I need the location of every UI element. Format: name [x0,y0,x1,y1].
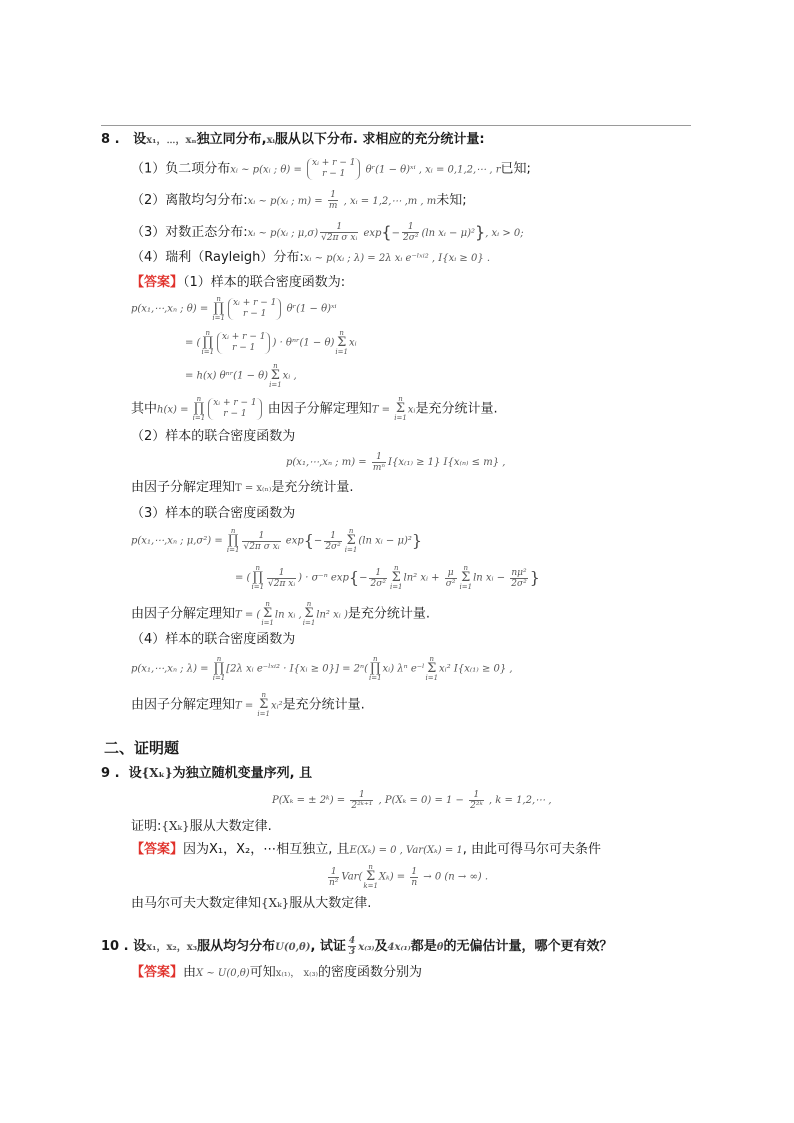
q9-answer: 【答案】因为X₁，X₂，⋯相互独立, 且E(Xₖ) = 0 , Var(Xₖ) = 1, 由此可得马尔可夫条件 [131,842,601,857]
sum-symbol: n Σ i=1 [344,527,358,554]
sum-symbol: n Σ k=1 [363,863,378,890]
product-symbol: n ∏ i=1 [368,655,382,682]
fraction: $\frac{4}{3}$ [348,936,356,957]
q8-a3-eq-line2: = (n ∏ i=1 $\frac{1}{\text{√2π xᵢ}}$ ) · σ⁻ⁿ exp{− $\frac{1}{\text{2σ²}}$ n Σ i=1ln² xᵢ + $\frac{\mu}{\text{σ²}}$ n Σ i=1ln xᵢ − $\frac{\text{nμ²}}{\text{2σ²}}$ } [235,564,540,591]
q8-a4-intro: （4）样本的联合密度函数为 [131,632,296,647]
fraction: $\frac{1}{\text{2σ²}}$ [403,222,419,243]
fraction: $\frac{1}{n}$ [411,866,418,888]
q8-a1-eq-line3: = h(x) θⁿʳ(1 − θ)n Σ i=1xᵢ , [185,362,297,389]
q8-a1-eq-line2: = (n ∏ i=1 xᵢ + r − 1 r − 1 ) · θⁿʳ(1 − θ)n Σ i=1xᵢ [185,329,357,356]
sum-symbol: n Σ i=1 [302,600,316,627]
fraction: $\frac{1}{\text{n²}}$ [329,866,339,888]
fraction: $\frac{1}{\text{√2π xᵢ}}$ [268,567,296,589]
binomial-coefficient: xᵢ + r − 1 r − 1 [307,158,360,180]
fraction: $\frac{1}{\text{√2π σ xᵢ}}$ [243,530,280,552]
question-8-stem: 8 . 设x₁，⋯，xₙ独立同分布,xᵢ服从以下分布. 求相应的充分统计量: [101,132,485,147]
section-title: 二、证明题 [104,739,180,757]
q8-item-2: （2）离散均匀分布:xᵢ ~ p(xᵢ ; m) = $\frac{1}{m}$ , xᵢ = 1,2,⋯ ,m , m未知; [131,190,467,211]
fraction: $\frac{\mu}{\text{σ²}}$ [445,567,456,589]
answer-tag: 【答案】 [131,842,184,857]
q8-a4-conclusion: 由因子分解定理知T = n Σ i=1xᵢ²是充分统计量. [131,691,365,718]
fraction: $\frac{\text{nμ²}}{\text{2σ²}}$ [511,567,527,589]
q8-a2-intro: （2）样本的联合密度函数为 [131,429,296,444]
sum-symbol: n Σ i=1 [459,564,473,591]
q9-conclusion: 由马尔可夫大数定律知{Xₖ}服从大数定律. [131,896,372,911]
q8-a3-conclusion: 由因子分解定理知T = (n Σ i=1ln xᵢ ,n Σ i=1ln² xᵢ )是充分统计量. [131,600,430,627]
q8-a2-conclusion: 由因子分解定理知T = x₍ₙ₎是充分统计量. [131,480,354,495]
q8-a1-eq-line1: p(x₁,⋯,xₙ ; θ) = n ∏ i=1 xᵢ + r − 1 r − 1 θʳ(1 − θ)ˣⁱ [131,295,337,322]
q8-a3-eq-line1: p(x₁,⋯,xₙ ; μ,σ²) = n ∏ i=1 $\frac{1}{\text{√2π σ xᵢ}}$ exp{− $\frac{1}{\text{2σ²}}$ n Σ i=1(ln xᵢ − μ)²} [131,527,423,554]
question-9-stem: 9 . 设{Xₖ}为独立随机变量序列, 且 [101,766,313,781]
q8-a4-eq: p(x₁,⋯,xₙ ; λ) = n ∏ i=1[2λ xᵢ e⁻ˡˣⁱ² · I{xᵢ ≥ 0}] = 2ⁿ(n ∏ i=1xᵢ) λⁿ e⁻ˡn Σ i=1xᵢ² I{x₍₁₎ ≥ 0} , [131,655,513,682]
q8-item-1: （1）负二项分布xᵢ ~ p(xᵢ ; θ) = xᵢ + r − 1 r − 1 θʳ(1 − θ)ˣⁱ , xᵢ = 0,1,2,⋯ , r已知; [131,158,531,179]
product-symbol: n ∏ i=1 [192,395,206,422]
product-symbol: n ∏ i=1 [212,655,226,682]
q8-a3-intro: （3）样本的联合密度函数为 [131,506,296,521]
header-rule [101,125,691,126]
q9-distribution-eq: P(Xₖ = ± 2ᵏ) = $\frac{1}{\text{2²ᵏ⁺¹}}$ , P(Xₖ = 0) = 1 − $\frac{1}{\text{2²ᵏ}}$ , k = 1,2,⋯ , [272,790,552,811]
q8-a1-where: 其中h(x) = n ∏ i=1 xᵢ + r − 1 r − 1 由因子分解定理知T = n Σ i=1xᵢ是充分统计量. [131,395,498,422]
sum-symbol: n Σ i=1 [335,329,348,356]
fraction: $\frac{1}{\text{mⁿ}}$ [372,452,386,473]
sum-symbol: n Σ i=1 [394,395,407,422]
sum-symbol: n Σ i=1 [257,691,270,718]
product-symbol: n ∏ i=1 [201,329,215,356]
sum-symbol: n Σ i=1 [261,600,274,627]
sum-symbol: n Σ i=1 [389,564,403,591]
sum-symbol: n Σ i=1 [269,362,282,389]
fraction: $\frac{1}{\text{2²ᵏ⁺¹}}$ [351,790,373,811]
q8-item-3: （3）对数正态分布:xᵢ ~ p(xᵢ ; μ,σ) $\frac{1}{\text{√2π σ xᵢ}}$ exp{− $\frac{1}{\text{2σ²}}$ (ln xᵢ − μ)²}, xᵢ > 0; [131,222,524,243]
fraction: $\frac{1}{\text{2σ²}}$ [370,567,386,589]
q8-item-4: （4）瑞利（Rayleigh）分布:xᵢ ~ p(xᵢ ; λ) = 2λ xᵢ e⁻ˡˣⁱ² , I{xᵢ ≥ 0} . [131,250,491,265]
q9-markov-condition-eq: $\frac{1}{\text{n²}}$ Var(n Σ k=1Xₖ) = $\frac{1}{n}$ → 0 (n → ∞) . [329,863,489,890]
q8-a2-eq: p(x₁,⋯,xₙ ; m) = $\frac{1}{\text{mⁿ}}$ I{x₍₁₎ ≥ 1} I{x₍ₙ₎ ≤ m} , [286,452,506,473]
answer-tag: 【答案】 [131,965,184,980]
answer-tag: 【答案】 [131,275,184,290]
question-10-stem: 10 . 设x₁，x₂，x₃服从均匀分布U(0,θ), 试证 $\frac{4}{3}$ x₍₃₎及4x₍₁₎都是θ的无偏估计量，哪个更有效？ [101,936,613,957]
fraction: $\frac{1}{m}$ [328,190,338,211]
q10-answer: 【答案】由X ~ U(0,θ)可知x₍₁₎， x₍₃₎的密度函数分别为 [131,965,423,980]
sum-symbol: n Σ i=1 [425,655,439,682]
q8-answer-1-intro: 【答案】（1）样本的联合密度函数为: [131,275,346,290]
product-symbol: n ∏ i=1 [251,564,265,591]
product-symbol: n ∏ i=1 [226,527,240,554]
fraction: $\frac{1}{\text{√2π σ xᵢ}}$ [321,222,358,243]
fraction: $\frac{1}{\text{2²ᵏ}}$ [470,790,483,811]
fraction: $\frac{1}{\text{2σ²}}$ [325,530,341,552]
product-symbol: n ∏ i=1 [212,295,225,322]
q9-prove: 证明:{Xₖ}服从大数定律. [131,819,272,834]
